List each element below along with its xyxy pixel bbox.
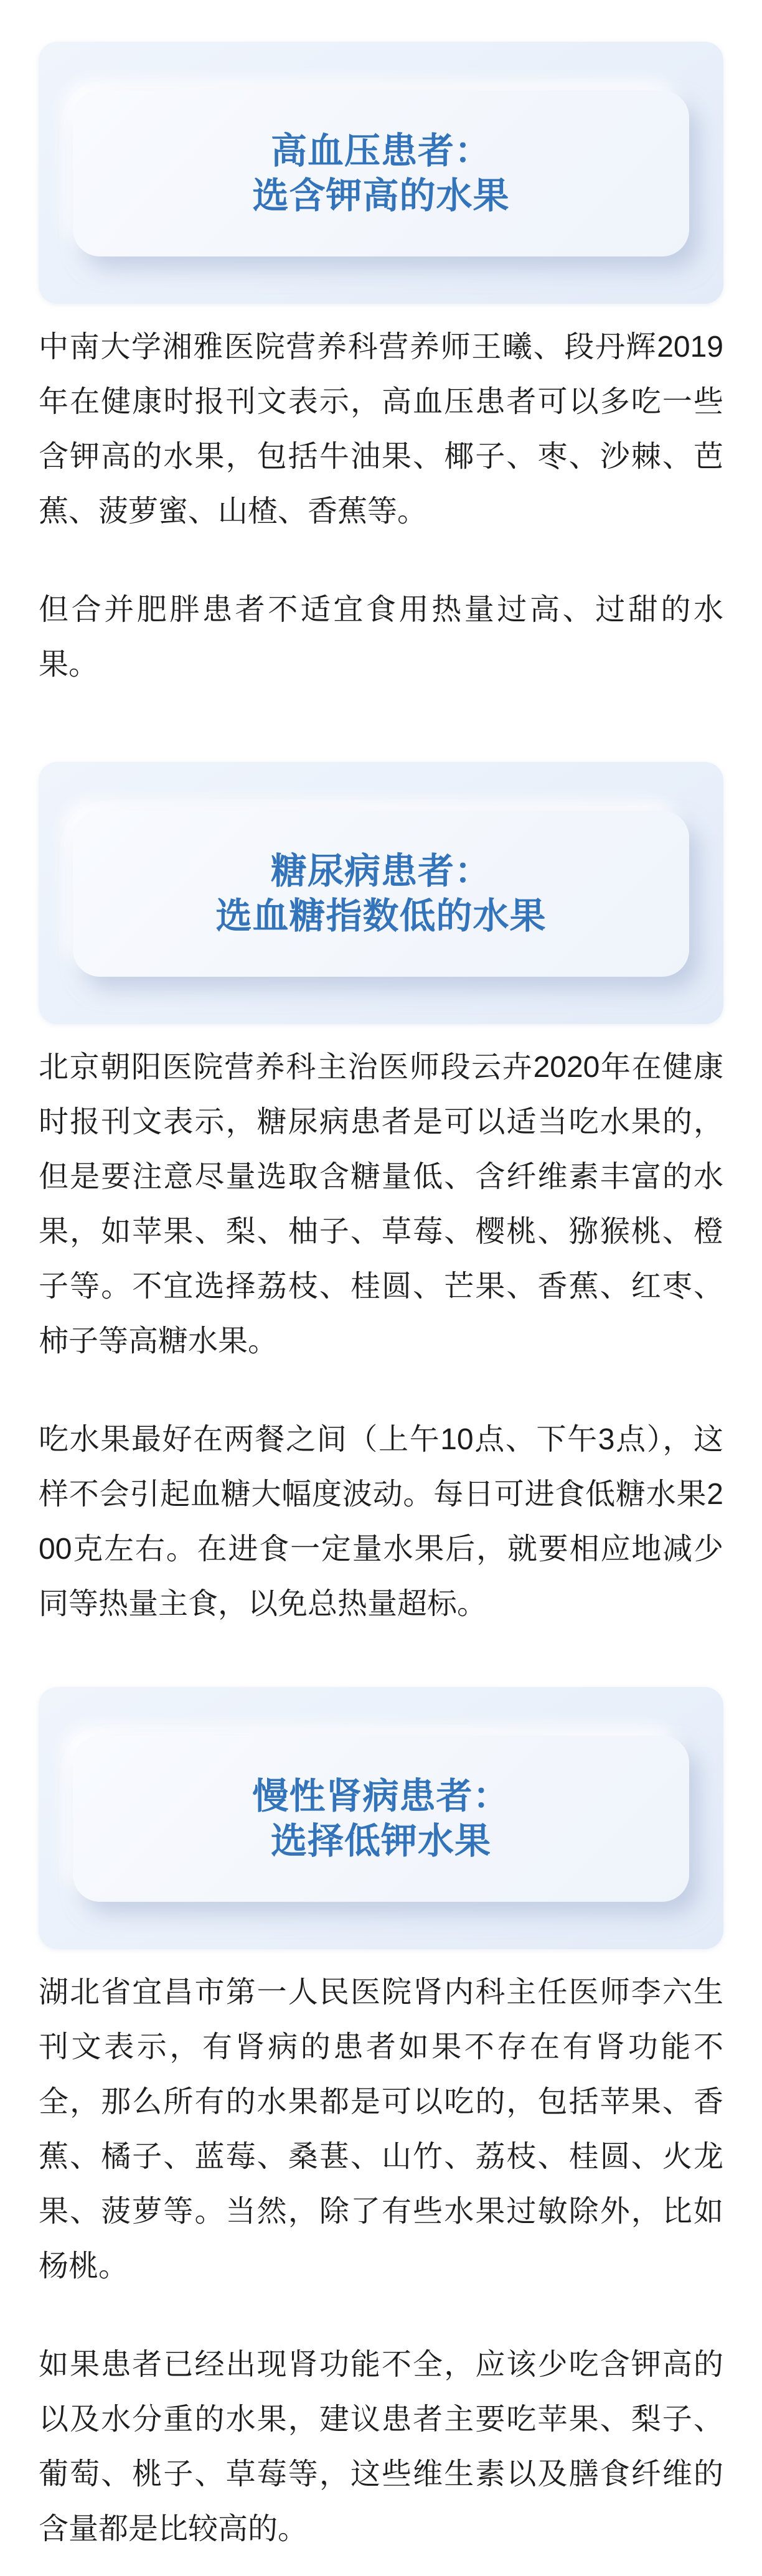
diabetes-title [215, 849, 546, 939]
diabetes-paragraph-1: 北京朝阳医院营养科主治医师段云卉2020年在健康时报刊文表示，糖尿病患者是可以适当吃水果的，但是要注意尽量选取含糖量低、含纤维素丰富的水果，如苹果、梨、柚子、草莓、樱桃、猕猴桃、橙子等。不宜选择荔枝、桂圆、芒果、香蕉、红枣、柿子等高糖水果。 [39, 1051, 723, 1358]
hypertension-title-line1: 高血压患者： [270, 130, 491, 171]
hypertension-title-line2: 选含钾高的水果 [252, 175, 510, 216]
section-kidney-disease [39, 1687, 723, 2557]
diabetes-paragraph-2: 吃水果最好在两餐之间（上午10点、下午3点），这样不会引起血糖大幅度波动。每日可进食低糖水果200克左右。在进食一定量水果后，就要相应地减少同等热量主食，以免总热量超标。 [39, 1423, 723, 1620]
hypertension-paragraph-1: 中南大学湘雅医院营养科营养师王曦、段丹辉2019年在健康时报刊文表示，高血压患者可以多吃一些含钾高的水果，包括牛油果、椰子、枣、沙棘、芭蕉、菠萝蜜、山楂、香蕉等。 [39, 331, 723, 528]
diabetes-title-line2: 选血糖指数低的水果 [215, 895, 547, 936]
diabetes-title-line1: 糖尿病患者： [270, 850, 491, 891]
kidney-header-card [73, 1736, 689, 1902]
kidney-paragraph-1: 湖北省宜昌市第一人民医院肾内科主任医师李六生刊文表示，有肾病的患者如果不存在有肾功能不全，那么所有的水果都是可以吃的，包括苹果、香蕉、橘子、蓝莓、桑葚、山竹、荔枝、桂圆、火龙果、菠萝等。当然，除了有些水果过敏除外，比如杨桃。 [39, 1976, 723, 2283]
diabetes-header-card [73, 811, 689, 977]
hypertension-title [252, 129, 509, 219]
kidney-header-panel [39, 1687, 723, 1949]
hypertension-paragraph-2: 但合并肥胖患者不适宜食用热量过高、过甜的水果。 [39, 593, 723, 681]
diabetes-header-panel [39, 762, 723, 1024]
section-diabetes [39, 762, 723, 1632]
hypertension-header-card [73, 90, 689, 256]
kidney-title-line1: 慢性肾病患者： [252, 1775, 510, 1817]
section-hypertension [39, 42, 723, 692]
hypertension-header-panel [39, 42, 723, 304]
kidney-paragraph-2: 如果患者已经出现肾功能不全，应该少吃含钾高的以及水分重的水果，建议患者主要吃苹果、梨子、葡萄、桃子、草莓等，这些维生素以及膳食纤维的含量都是比较高的。 [39, 2348, 723, 2545]
kidney-title [252, 1774, 509, 1864]
kidney-title-line2: 选择低钾水果 [270, 1820, 491, 1861]
